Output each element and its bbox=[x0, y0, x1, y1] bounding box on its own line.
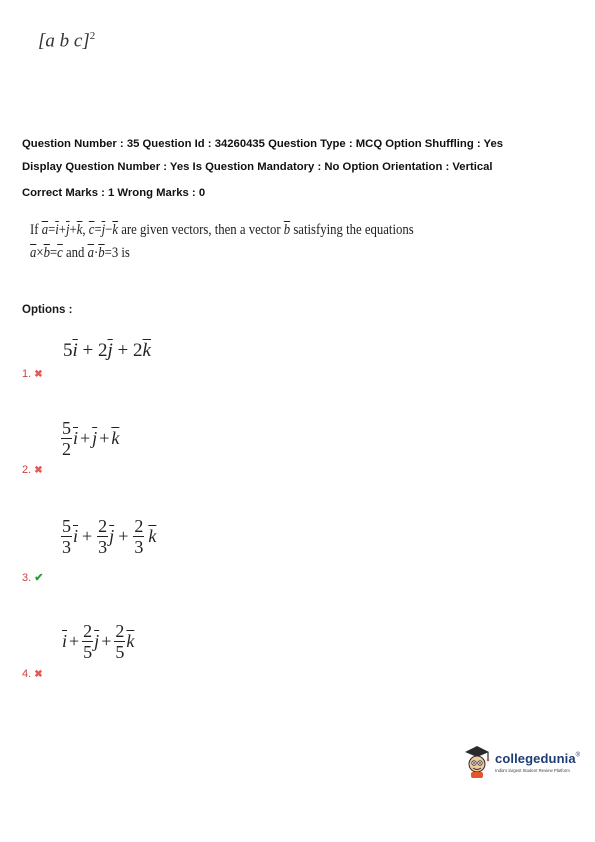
vector-b: $\overline{b}$ bbox=[43, 245, 50, 261]
coefficient: 5 bbox=[63, 340, 73, 361]
fraction-denominator: 3 bbox=[134, 537, 144, 557]
vector-a-definition bbox=[42, 222, 86, 238]
plus-sign: + bbox=[69, 222, 77, 238]
question-meta-line-3: Correct Marks : 1 Wrong Marks : 0 bbox=[22, 187, 206, 199]
option-3[interactable] bbox=[22, 571, 43, 584]
logo-name: collegedunia bbox=[495, 750, 576, 766]
fraction-numerator: 2 bbox=[134, 516, 144, 536]
option-2[interactable] bbox=[22, 464, 43, 476]
fraction-denominator: 3 bbox=[62, 537, 71, 557]
check-icon: ✔ bbox=[34, 572, 44, 584]
question-line-2 bbox=[30, 245, 414, 262]
plus-sign: + bbox=[99, 428, 110, 448]
question-text bbox=[30, 222, 414, 262]
option-number: 1. bbox=[22, 368, 32, 380]
fraction bbox=[133, 517, 144, 556]
plus-sign: + bbox=[80, 428, 91, 448]
fraction bbox=[97, 517, 108, 556]
vector-i: $\overline{i}$ bbox=[62, 631, 68, 651]
comma: , bbox=[82, 222, 86, 238]
vector-j: $\overline{j}$ bbox=[92, 428, 98, 448]
value-three: 3 bbox=[111, 245, 119, 261]
option-number: 3. bbox=[22, 572, 32, 584]
question-satisfying-text: satisfying the equations bbox=[293, 222, 414, 238]
question-if: If bbox=[30, 222, 39, 238]
coefficient: 2 bbox=[98, 340, 108, 361]
cross-product-equation bbox=[30, 245, 63, 261]
vector-j: $\overline{j}$ bbox=[66, 222, 70, 238]
question-meta-line-2: Display Question Number : Yes Is Question Mandatory : No Option Orientation : Vertical bbox=[22, 161, 493, 173]
question-meta-line-1: Question Number : 35 Question Id : 34260435 Question Type : MCQ Option Shuffling : Yes bbox=[22, 138, 504, 150]
fraction bbox=[114, 622, 125, 661]
vector-j: $\overline{j}$ bbox=[109, 526, 115, 546]
vector-i: $\overline{i}$ bbox=[73, 526, 79, 546]
collegedunia-logo bbox=[462, 744, 580, 778]
fraction-denominator: 3 bbox=[98, 537, 108, 557]
logo-text-block bbox=[495, 750, 580, 773]
plus-sign: + bbox=[118, 526, 129, 546]
plus-sign: + bbox=[58, 222, 67, 238]
equals-sign: = bbox=[48, 222, 56, 238]
times-sign: × bbox=[36, 245, 44, 261]
vector-k: $\overline{k}$ bbox=[76, 222, 83, 238]
previous-answer-exponent: 2 bbox=[89, 30, 96, 42]
equals-sign: = bbox=[104, 245, 112, 261]
vector-c-definition bbox=[89, 222, 118, 238]
previous-answer bbox=[38, 30, 95, 52]
plus-sign: + bbox=[82, 340, 94, 361]
vector-j: $\overline{j}$ bbox=[107, 340, 113, 361]
fraction-denominator: 5 bbox=[83, 642, 93, 662]
vector-j: $\overline{j}$ bbox=[94, 631, 100, 651]
logo-title bbox=[495, 750, 580, 768]
equals-sign: = bbox=[49, 245, 58, 261]
fraction-denominator: 2 bbox=[62, 439, 71, 459]
dot-sign: · bbox=[93, 245, 99, 261]
plus-sign: + bbox=[101, 631, 112, 651]
option-number: 4. bbox=[22, 668, 32, 680]
vector-i: $\overline{i}$ bbox=[73, 428, 79, 448]
option-4-expression bbox=[62, 622, 134, 661]
previous-answer-text: [a b c] bbox=[38, 30, 90, 52]
vector-b: $\overline{b}$ bbox=[283, 222, 291, 238]
options-label: Options : bbox=[22, 304, 73, 316]
fraction bbox=[82, 622, 93, 661]
graduate-mascot-icon bbox=[462, 744, 492, 778]
vector-j: $\overline{j}$ bbox=[101, 222, 106, 238]
equals-sign: = bbox=[94, 222, 102, 238]
question-given-text: are given vectors, then a vector bbox=[121, 222, 281, 238]
vector-a: $\overline{a}$ bbox=[30, 245, 37, 261]
minus-sign: − bbox=[105, 222, 113, 238]
fraction bbox=[61, 517, 72, 556]
fraction-numerator: 5 bbox=[62, 418, 71, 438]
fraction-numerator: 2 bbox=[98, 516, 108, 536]
vector-k: $\overline{k}$ bbox=[126, 631, 135, 651]
coefficient: 2 bbox=[133, 340, 143, 361]
vector-k: $\overline{k}$ bbox=[148, 526, 157, 546]
question-and-text: and bbox=[66, 245, 85, 261]
question-line-1 bbox=[30, 222, 414, 239]
option-2-expression bbox=[60, 419, 119, 458]
vector-b: $\overline{b}$ bbox=[98, 245, 105, 261]
option-number: 2. bbox=[22, 464, 32, 476]
dot-product-equation bbox=[88, 245, 119, 261]
plus-sign: + bbox=[69, 631, 80, 651]
cross-icon: ✖ bbox=[34, 669, 43, 680]
logo-tagline: India's largest Student Review Platform bbox=[495, 767, 570, 773]
vector-i: $\overline{i}$ bbox=[72, 340, 78, 361]
fraction bbox=[61, 419, 72, 458]
option-4[interactable] bbox=[22, 668, 43, 680]
vector-a: $\overline{a}$ bbox=[41, 222, 49, 238]
cross-icon: ✖ bbox=[34, 369, 43, 380]
fraction-numerator: 5 bbox=[62, 516, 71, 536]
option-3-expression bbox=[60, 517, 156, 556]
vector-k: $\overline{k}$ bbox=[111, 428, 120, 448]
fraction-denominator: 5 bbox=[115, 642, 125, 662]
plus-sign: + bbox=[82, 526, 93, 546]
option-1[interactable] bbox=[22, 368, 43, 380]
vector-a: $\overline{a}$ bbox=[87, 245, 94, 261]
fraction-numerator: 2 bbox=[83, 621, 93, 641]
vector-k: $\overline{k}$ bbox=[142, 340, 151, 361]
vector-c: $\overline{c}$ bbox=[57, 245, 63, 261]
fraction-numerator: 2 bbox=[115, 621, 125, 641]
logo-registered: ® bbox=[575, 752, 581, 759]
option-1-expression bbox=[63, 340, 151, 362]
cross-icon: ✖ bbox=[34, 465, 43, 476]
vector-k: $\overline{k}$ bbox=[112, 222, 119, 238]
vector-i: $\overline{i}$ bbox=[55, 222, 59, 238]
vector-c: $\overline{c}$ bbox=[88, 222, 95, 238]
question-is-text: is bbox=[121, 245, 130, 261]
plus-sign: + bbox=[117, 340, 129, 361]
